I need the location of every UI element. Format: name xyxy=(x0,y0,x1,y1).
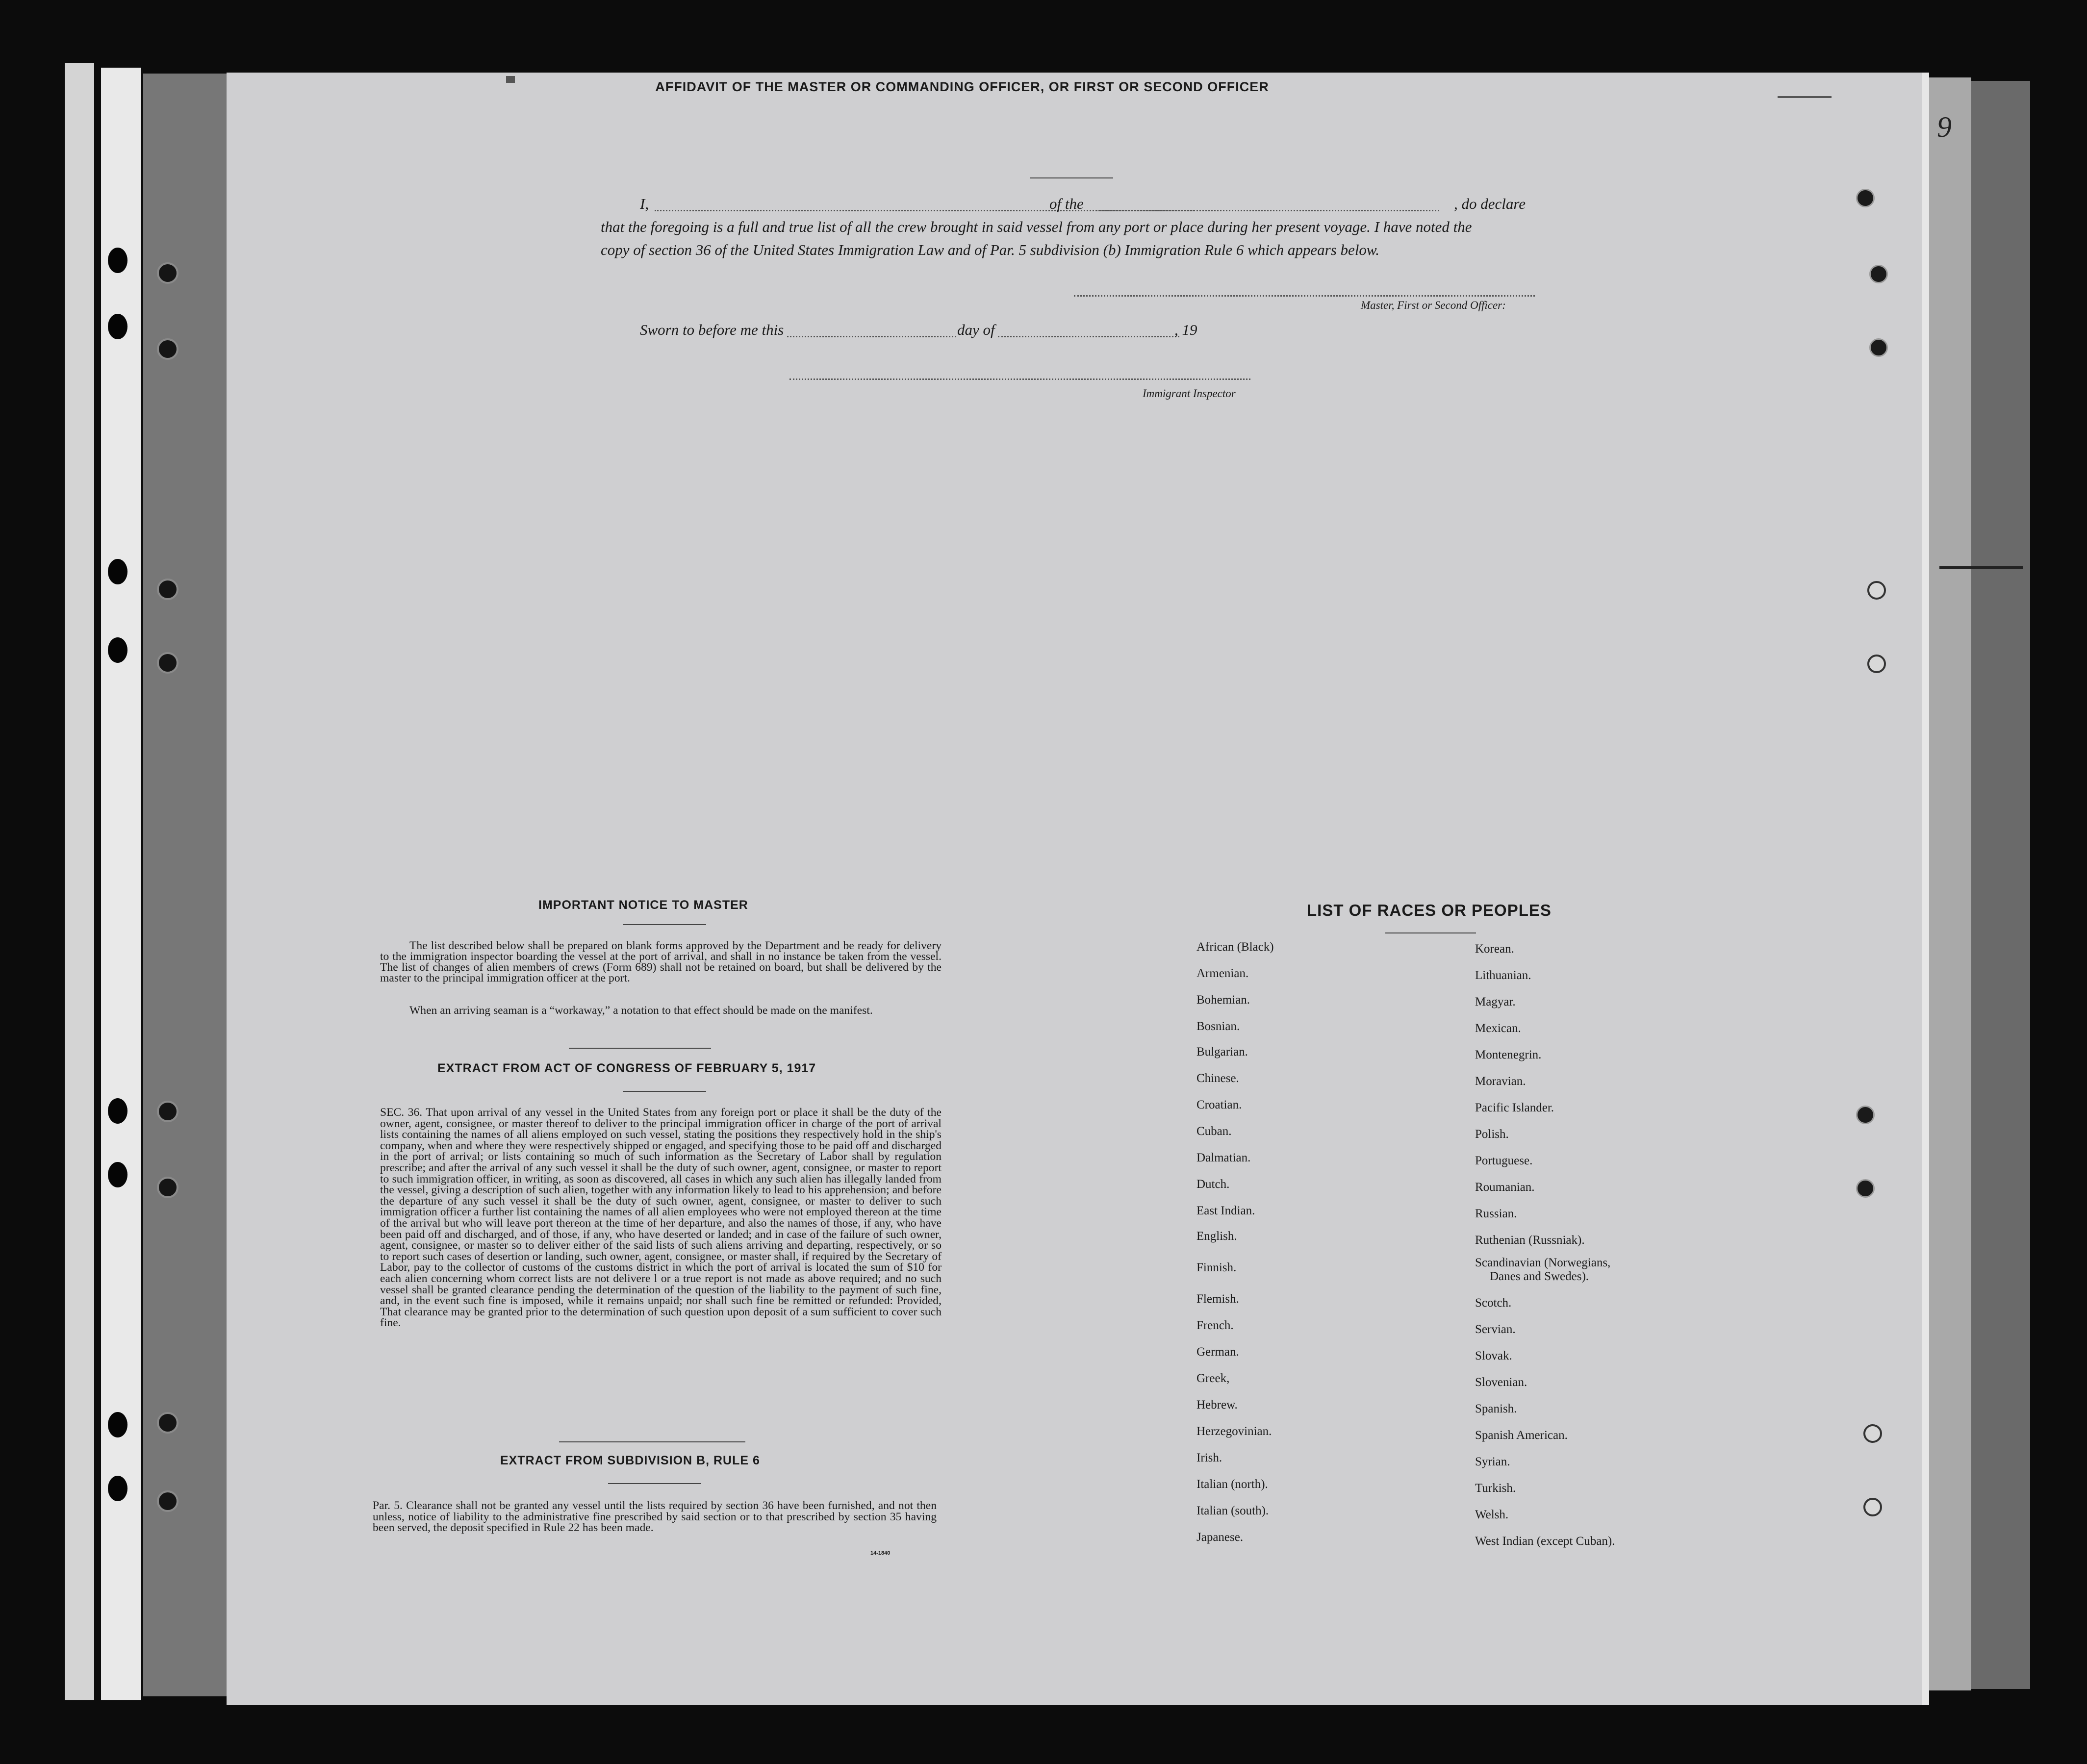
sworn-line xyxy=(640,321,1228,341)
race-item: Herzegovinian. xyxy=(1196,1425,1272,1438)
declaration-line-3: copy of section 36 of the United States Immigration Law and of Par. 5 subdivision (b) Immigration Rule 6 which appears below. xyxy=(601,241,1380,258)
race-item: Slovenian. xyxy=(1475,1376,1527,1389)
race-item: Polish. xyxy=(1475,1128,1509,1141)
do-declare-label: , do declare xyxy=(1454,195,1526,212)
of-the-label: of the xyxy=(1049,195,1084,212)
race-item: English. xyxy=(1196,1230,1237,1243)
sworn-label: Sworn to before me this xyxy=(640,321,784,338)
binder-hole xyxy=(108,559,127,584)
binder-ring xyxy=(157,338,178,360)
race-item: Armenian. xyxy=(1196,967,1249,980)
binder-hole xyxy=(108,248,127,273)
race-item: Japanese. xyxy=(1196,1531,1244,1544)
master-signature-label: Master, First or Second Officer: xyxy=(1361,299,1506,311)
form-number: 14-1840 xyxy=(870,1550,891,1556)
race-item: Finnish. xyxy=(1196,1261,1237,1274)
race-item: Croatian. xyxy=(1196,1098,1242,1111)
section-divider xyxy=(559,1441,745,1442)
right-margin-strip xyxy=(1927,77,1971,1690)
document-page xyxy=(227,73,1922,1705)
declaration-line-1 xyxy=(640,195,1542,215)
year-label: , 19 xyxy=(1174,321,1197,338)
scan-speck xyxy=(1778,96,1832,98)
act-section-36 xyxy=(380,1107,942,1329)
page-edge xyxy=(1922,73,1929,1705)
race-item: Italian (north). xyxy=(1196,1478,1268,1491)
races-title: LIST OF RACES OR PEOPLES xyxy=(1307,901,1552,919)
race-item: Greek, xyxy=(1196,1372,1230,1385)
punch-hole xyxy=(1869,338,1888,357)
notice-title: IMPORTANT NOTICE TO MASTER xyxy=(538,898,748,912)
title-underline xyxy=(1030,177,1113,178)
binder-hole xyxy=(108,1476,127,1501)
notice-text-2: When an arriving seaman is a “workaway,” a notation to that effect should be made on the manifest. xyxy=(409,1004,873,1017)
notice-paragraph-1 xyxy=(380,940,942,983)
race-item: Russian. xyxy=(1475,1207,1517,1220)
affidavit-title: AFFIDAVIT OF THE MASTER OR COMMANDING OFFICER, OR FIRST OR SECOND OFFICER xyxy=(655,79,1269,94)
sworn-date-blank[interactable] xyxy=(787,336,956,337)
race-item: Mexican. xyxy=(1475,1022,1521,1035)
inspector-signature-label: Immigrant Inspector xyxy=(1143,387,1236,400)
punch-hole xyxy=(1856,189,1875,207)
race-item: Cuban. xyxy=(1196,1125,1232,1138)
race-item: Magyar. xyxy=(1475,995,1516,1008)
race-item: Lithuanian. xyxy=(1475,969,1531,982)
inspector-signature-line[interactable] xyxy=(789,378,1250,380)
notice-underline xyxy=(623,924,706,925)
race-item: German. xyxy=(1196,1345,1239,1359)
binder-ring xyxy=(157,1412,178,1434)
race-item: Bulgarian. xyxy=(1196,1045,1248,1058)
race-item: Pacific Islander. xyxy=(1475,1101,1554,1114)
binder-ring xyxy=(157,652,178,674)
race-item: French. xyxy=(1196,1319,1234,1332)
sworn-month-blank[interactable] xyxy=(998,336,1179,337)
race-item: Bosnian. xyxy=(1196,1020,1240,1033)
race-item: Scandinavian (Norwegians, xyxy=(1475,1256,1611,1269)
race-item: Flemish. xyxy=(1196,1292,1239,1306)
race-item: Chinese. xyxy=(1196,1072,1239,1085)
act-title: EXTRACT FROM ACT OF CONGRESS OF FEBRUARY 5, 1917 xyxy=(437,1061,816,1075)
punch-hole xyxy=(1856,1106,1875,1124)
race-item: Korean. xyxy=(1475,942,1514,956)
day-of-label: day of xyxy=(957,321,995,338)
binder-hole xyxy=(108,1098,127,1124)
declarant-label: I, xyxy=(640,195,649,212)
race-item: Servian. xyxy=(1475,1323,1516,1336)
race-item: Ruthenian (Russniak). xyxy=(1475,1234,1585,1247)
race-item: Roumanian. xyxy=(1475,1181,1535,1194)
race-item: African (Black) xyxy=(1196,940,1274,954)
master-signature-line[interactable] xyxy=(1074,295,1535,297)
act-underline xyxy=(623,1091,706,1092)
race-item: Portuguese. xyxy=(1475,1154,1533,1167)
scan-speck xyxy=(506,76,515,83)
race-item: Danes and Swedes). xyxy=(1490,1270,1589,1283)
binder-ring xyxy=(157,262,178,284)
race-item: Dalmatian. xyxy=(1196,1151,1251,1164)
notice-text-1: The list described below shall be prepared on blank forms approved by the Department and be ready for delivery to the immigration inspector boarding the vessel at the port of arrival, and shall in no instance be taken from the vessel. The list of changes of alien members of crews (Form 689) shall not be retained on board, but shall be delivered by the master to the principal immigration officer at the port. xyxy=(380,939,942,984)
race-item: Slovak. xyxy=(1475,1349,1512,1362)
race-item: East Indian. xyxy=(1196,1204,1255,1217)
act-text: SEC. 36. That upon arrival of any vessel in the United States from any foreign port or place it shall be the duty of the owner, agent, consignee, or master thereof to deliver to the principal immigration officer in charge of the port of arrival lists containing the names of all aliens employed on such vessel, stating the positions they respectively hold in the ship's company, when and where they were respectively shipped or engaged, and specifying those to be paid off and discharged in the port of arrival; or lists containing so much of such information as the Secretary of Labor shall by regulation prescribe; and after the arrival of any such vessel it shall be the duty of such owner, agent, consignee, or master to report to such immigration officer, in writing, as soon as discovered, all cases in which any such alien has illegally landed from the vessel, giving a description of such alien, together with any information likely to lead to his apprehension; and before the departure of any such vessel it shall be the duty of such owner, agent, consignee, or master to deliver to such immigration officer a further list containing the names of all alien employees who were not employed thereon at the time of the arrival but who will leave port thereon at the time of her departure, and also the names of those, if any, who have been paid off and discharged, and of those, if any, who have deserted or landed; and in case of the failure of such owner, agent, consignee, or master so to deliver either of the said lists of such aliens arriving and departing, respectively, or so to report such cases of desertion or landing, such owner, agent, consignee, or master shall, if required by the Secretary of Labor, pay to the collector of customs of the customs district in which the port of arrival is located the sum of $10 for each alien concerning whom correct lists are not delivere l or a true report is not made as above required; and no such vessel shall be granted clearance pending the determination of the question of the liability to the payment of such fine, and, in the event such fine is imposed, while it remains unpaid; nor shall such fine be remitted or refunded: Provided, That clearance may be granted prior to the determination of such question upon deposit of a sum sufficient to cover such fine. xyxy=(380,1106,942,1330)
race-item: Montenegrin. xyxy=(1475,1048,1542,1061)
race-item: Spanish American. xyxy=(1475,1429,1568,1442)
section-divider xyxy=(569,1048,711,1049)
margin-note: 9 xyxy=(1937,111,1952,143)
left-margin-strip xyxy=(65,63,94,1700)
punch-hole xyxy=(1867,655,1886,673)
right-dark-strip xyxy=(1971,81,2030,1689)
rule-underline xyxy=(608,1483,701,1484)
binder-ring xyxy=(157,1101,178,1122)
race-item: Irish. xyxy=(1196,1451,1222,1464)
rule-paragraph xyxy=(373,1500,937,1534)
binder-hole xyxy=(108,314,127,339)
race-item: Moravian. xyxy=(1475,1075,1526,1088)
punch-hole xyxy=(1867,581,1886,600)
declaration-line-2: that the foregoing is a full and true list of all the crew brought in said vessel from any port or place during her present voyage. I have noted the xyxy=(601,218,1472,235)
punch-hole xyxy=(1869,265,1888,283)
punch-hole xyxy=(1856,1179,1875,1198)
binder-hole xyxy=(108,1162,127,1187)
race-item: Scotch. xyxy=(1475,1296,1512,1310)
race-item: Bohemian. xyxy=(1196,993,1250,1007)
race-item: West Indian (except Cuban). xyxy=(1475,1535,1615,1548)
binder-ring xyxy=(157,579,178,600)
races-underline xyxy=(1385,932,1476,933)
race-item: Welsh. xyxy=(1475,1508,1509,1521)
punch-hole xyxy=(1863,1498,1882,1516)
race-item: Syrian. xyxy=(1475,1455,1510,1468)
rule-title: EXTRACT FROM SUBDIVISION B, RULE 6 xyxy=(500,1454,760,1467)
race-item: Turkish. xyxy=(1475,1482,1516,1495)
race-item: Italian (south). xyxy=(1196,1504,1269,1517)
notice-paragraph-2 xyxy=(380,1005,942,1016)
vessel-name-blank[interactable] xyxy=(1096,210,1439,211)
binding-strip xyxy=(101,68,141,1700)
race-item: Dutch. xyxy=(1196,1178,1230,1191)
scan-speck xyxy=(1939,566,2023,569)
binder-ring xyxy=(157,1490,178,1512)
binder-hole xyxy=(108,637,127,663)
binder-dark-strip xyxy=(143,74,229,1696)
binder-ring xyxy=(157,1177,178,1198)
punch-hole xyxy=(1863,1424,1882,1443)
race-item: Hebrew. xyxy=(1196,1398,1238,1411)
rule-text: Par. 5. Clearance shall not be granted any vessel until the lists required by section 36 have been furnished, and not then unless, notice of liability to the administrative fine prescribed by said section or to that prescribed by section 35 having been served, the deposit specified in Rule 22 has been made. xyxy=(373,1499,937,1535)
binder-hole xyxy=(108,1412,127,1437)
race-item: Spanish. xyxy=(1475,1402,1517,1415)
